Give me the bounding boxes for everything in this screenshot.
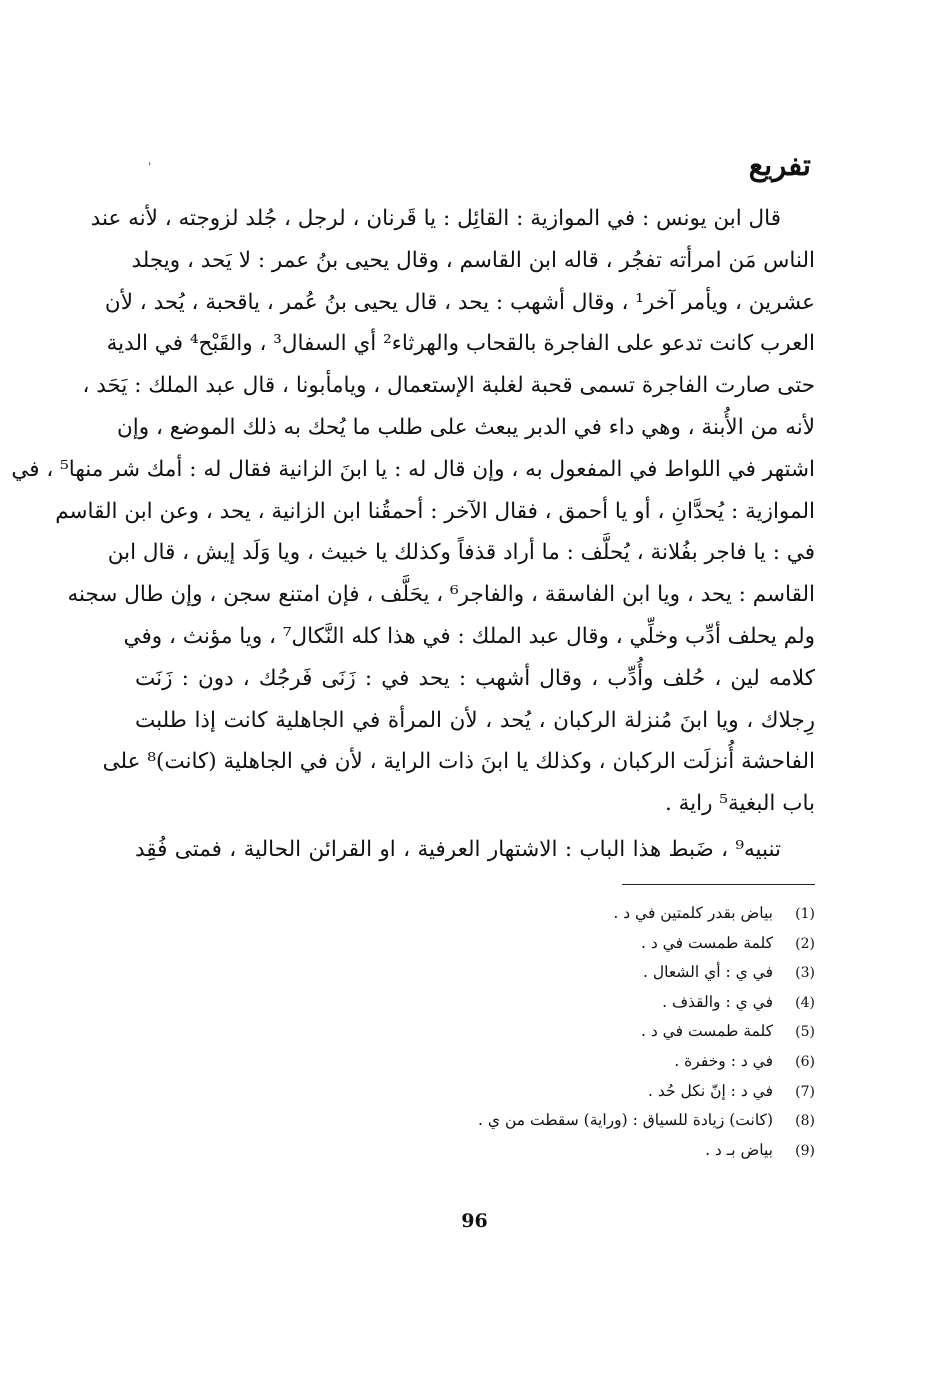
text-line: لأنه من الأُبنة ، وهي داء في الدبر يبعث على طلب ما يُحك به ذلك الموضع ، وإن (117, 414, 815, 440)
footnote-number: (1) (795, 906, 815, 922)
stray-mark: ' (148, 160, 152, 174)
text-line: حتى صارت الفاجرة تسمى قحبة لغلبة الإستعمال ، ويامأبونا ، قال عبد الملك : يَحَد ، (82, 373, 815, 399)
text-line: ولم يحلف أدِّب وخلِّي ، وقال عبد الملك : في هذا كله النَّكال⁷ ، ويا مؤنث ، وفي (123, 623, 815, 649)
footnote-text: في ي : أي الشعال . (642, 963, 773, 982)
footnote-text: (كانت) زيادة للسياق : (وراية) سقطت من ي . (478, 1111, 773, 1130)
footnote-number: (2) (795, 935, 815, 952)
text-line: الناس مَن امرأته تفجُر ، قاله ابن القاسم ، وقال يحيى بنُ عمر : لا يَحد ، ويجلد (131, 247, 815, 273)
footnote-number: (9) (795, 1142, 815, 1159)
footnote-number: (6) (795, 1053, 815, 1070)
body-text (11, 198, 815, 871)
footnote (315, 1106, 815, 1136)
paragraph-1 (11, 198, 815, 825)
footnote-number: (4) (795, 994, 815, 1011)
text-line: كلامه لين ، حُلف وأُدِّب ، وقال أشهب : يحد في : زَنَى فَرجُك ، دون : زَنَت (135, 665, 815, 691)
footnote (315, 899, 815, 929)
footnote-text: كلمة طمست في د . (641, 933, 773, 952)
footnote-number: (7) (795, 1083, 815, 1100)
text-line: تنبيه⁹ ، ضَبط هذا الباب : الاشتهار العرفية ، او القرائن الحالية ، فمتى فُقِد (135, 836, 781, 862)
footnote (315, 958, 815, 988)
footnote (315, 1077, 815, 1107)
section-heading: تفريع (748, 148, 811, 182)
page-number: 96 (461, 1210, 488, 1232)
text-line: في : يا فاجر بفُلانة ، يُحلَّف : ما أراد قذفاً وكذلك يا خبيث ، ويا وَلَد إيش ، قال ابن (107, 540, 815, 566)
footnote-number: (3) (795, 965, 815, 982)
footnote (315, 929, 815, 959)
footnote-text: كلمة طمست في د . (641, 1022, 773, 1041)
text-line: اشتهر في اللواط في المفعول به ، وإن قال له : يا ابنَ الزانية فقال له : أمك شر منها⁵ ، في (11, 456, 815, 482)
footnote-separator (622, 884, 815, 885)
footnote (315, 988, 815, 1018)
text-line: الفاحشة أُنزلَت الركبان ، وكذلك يا ابنَ ذات الراية ، لأن في الجاهلية (كانت)⁸ على (102, 749, 815, 775)
footnote (315, 1136, 815, 1166)
text-line: عشرين ، ويأمر آخر¹ ، وقال أشهب : يحد ، قال يحيى بنُ عُمر ، ياقحبة ، يُحد ، لأن (104, 289, 815, 315)
text-line: القاسم : يحد ، ويا ابن الفاسقة ، والفاجر⁶ ، يحَلَّف ، فإن امتنع سجن ، وإن طال سجنه (67, 582, 815, 608)
footnote-number: (8) (795, 1113, 815, 1130)
footnote (315, 1047, 815, 1077)
footnote-text: بياض بـ د . (705, 1140, 773, 1159)
footnote-text: بياض بقدر كلمتين في د . (613, 904, 773, 922)
footnote-text: في د : وخفرة . (674, 1051, 773, 1070)
paragraph-2 (135, 829, 815, 871)
footnote-number: (5) (795, 1024, 815, 1041)
footnote-text: في ي : والقذف . (662, 992, 773, 1011)
text-line: الموازية : يُحدَّانِ ، أو يا أحمق ، فقال الآخر : أحمقُنا ابن الزانية ، يحد ، وعن ابن القاسم (55, 498, 815, 524)
text-line: رِجلاك ، ويا ابنَ مُنزلة الركبان ، يُحد ، لأن المرأة في الجاهلية كانت إذا طلبت (135, 707, 815, 733)
footnotes (315, 899, 815, 1165)
text-line: قال ابن يونس : في الموازية : القائِل : يا قَرنان ، لرجل ، جُلد لزوجته ، لأنه عند (90, 206, 781, 231)
footnote-text: في د : إنّ نكل حُد . (648, 1081, 773, 1100)
text-line: العرب كانت تدعو على الفاجرة بالقحاب والهرثاء² أي السفال³ ، والقَبْح⁴ في الدية (106, 331, 815, 357)
text-line: باب البغية⁵ راية . (664, 791, 815, 817)
footnote (315, 1017, 815, 1047)
